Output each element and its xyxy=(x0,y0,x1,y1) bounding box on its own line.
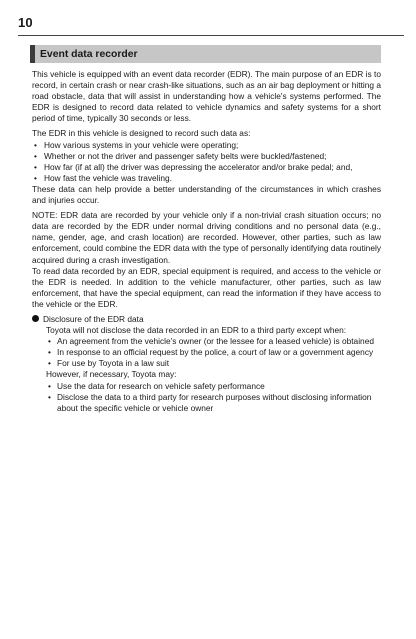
section-header xyxy=(30,45,381,63)
disclosure-body xyxy=(46,325,381,414)
list-item: • Disclose the data to a third party for research purposes without disclosing information about the specific vehicle or vehicle owner xyxy=(46,392,381,414)
note-paragraph: NOTE: EDR data are recorded by your vehicle only if a non-trivial crash situation occurs; no data are recorded by the EDR under normal driving conditions and no personal data (e.g., name, gender, age, and crash location) are recorded. However, other parties, such as law enforcement, could combine the EDR data with the type of personally identifying data routinely acquired during a crash investigation. xyxy=(32,210,381,265)
list-item: • How various systems in your vehicle were operating; xyxy=(32,140,381,151)
list-item: • An agreement from the vehicle's owner (or the lessee for a leased vehicle) is obtained xyxy=(46,336,381,347)
list-item: • Whether or not the driver and passenger safety belts were buckled/fastened; xyxy=(32,151,381,162)
list-item: • How far (if at all) the driver was depressing the accelerator and/or brake pedal; and, xyxy=(32,162,381,173)
record-list xyxy=(32,140,381,184)
record-lead: The EDR in this vehicle is designed to record such data as: xyxy=(32,128,251,139)
record-outro: These data can help provide a better understanding of the circumstances in which crashes and injuries occur. xyxy=(32,183,381,206)
section-title: Event data recorder xyxy=(40,48,138,60)
page-number: 10 xyxy=(18,15,33,30)
intro-paragraph: This vehicle is equipped with an event data recorder (EDR). The main purpose of an EDR is to record, in certain crash or near crash-like situations, such as an air bag deployment or hitting a road obstacle, data that will assist in understanding how a vehicle's systems performed. The EDR is designed to record data related to vehicle dynamics and safety systems for a short period of time, typically 30 seconds or less. xyxy=(32,69,381,124)
list-item: • How fast the vehicle was traveling. xyxy=(32,173,381,184)
disclosure-list xyxy=(46,336,381,369)
bullet-circle-icon xyxy=(32,315,39,322)
list-item: • In response to an official request by the police, a court of law or a government agency xyxy=(46,347,381,358)
section-header-bar xyxy=(30,45,35,63)
list-item: • Use the data for research on vehicle safety performance xyxy=(46,381,381,392)
page-body xyxy=(32,69,381,414)
disclosure-section xyxy=(32,314,381,414)
list-item: • For use by Toyota in a law suit xyxy=(46,358,381,369)
may-list xyxy=(46,381,381,414)
read-paragraph: To read data recorded by an EDR, special equipment is required, and access to the vehicle or the EDR is needed. In addition to the vehicle manufacturer, other parties, such as law enforcement, that have the special equipment, can read the information if they have access to the vehicle or the EDR. xyxy=(32,265,381,309)
header-divider xyxy=(18,35,404,36)
disclosure-lead: Toyota will not disclose the data recorded in an EDR to a third party except when: xyxy=(46,325,347,336)
disclosure-heading: Disclosure of the EDR data xyxy=(43,313,144,324)
may-lead: However, if necessary, Toyota may: xyxy=(46,369,177,380)
